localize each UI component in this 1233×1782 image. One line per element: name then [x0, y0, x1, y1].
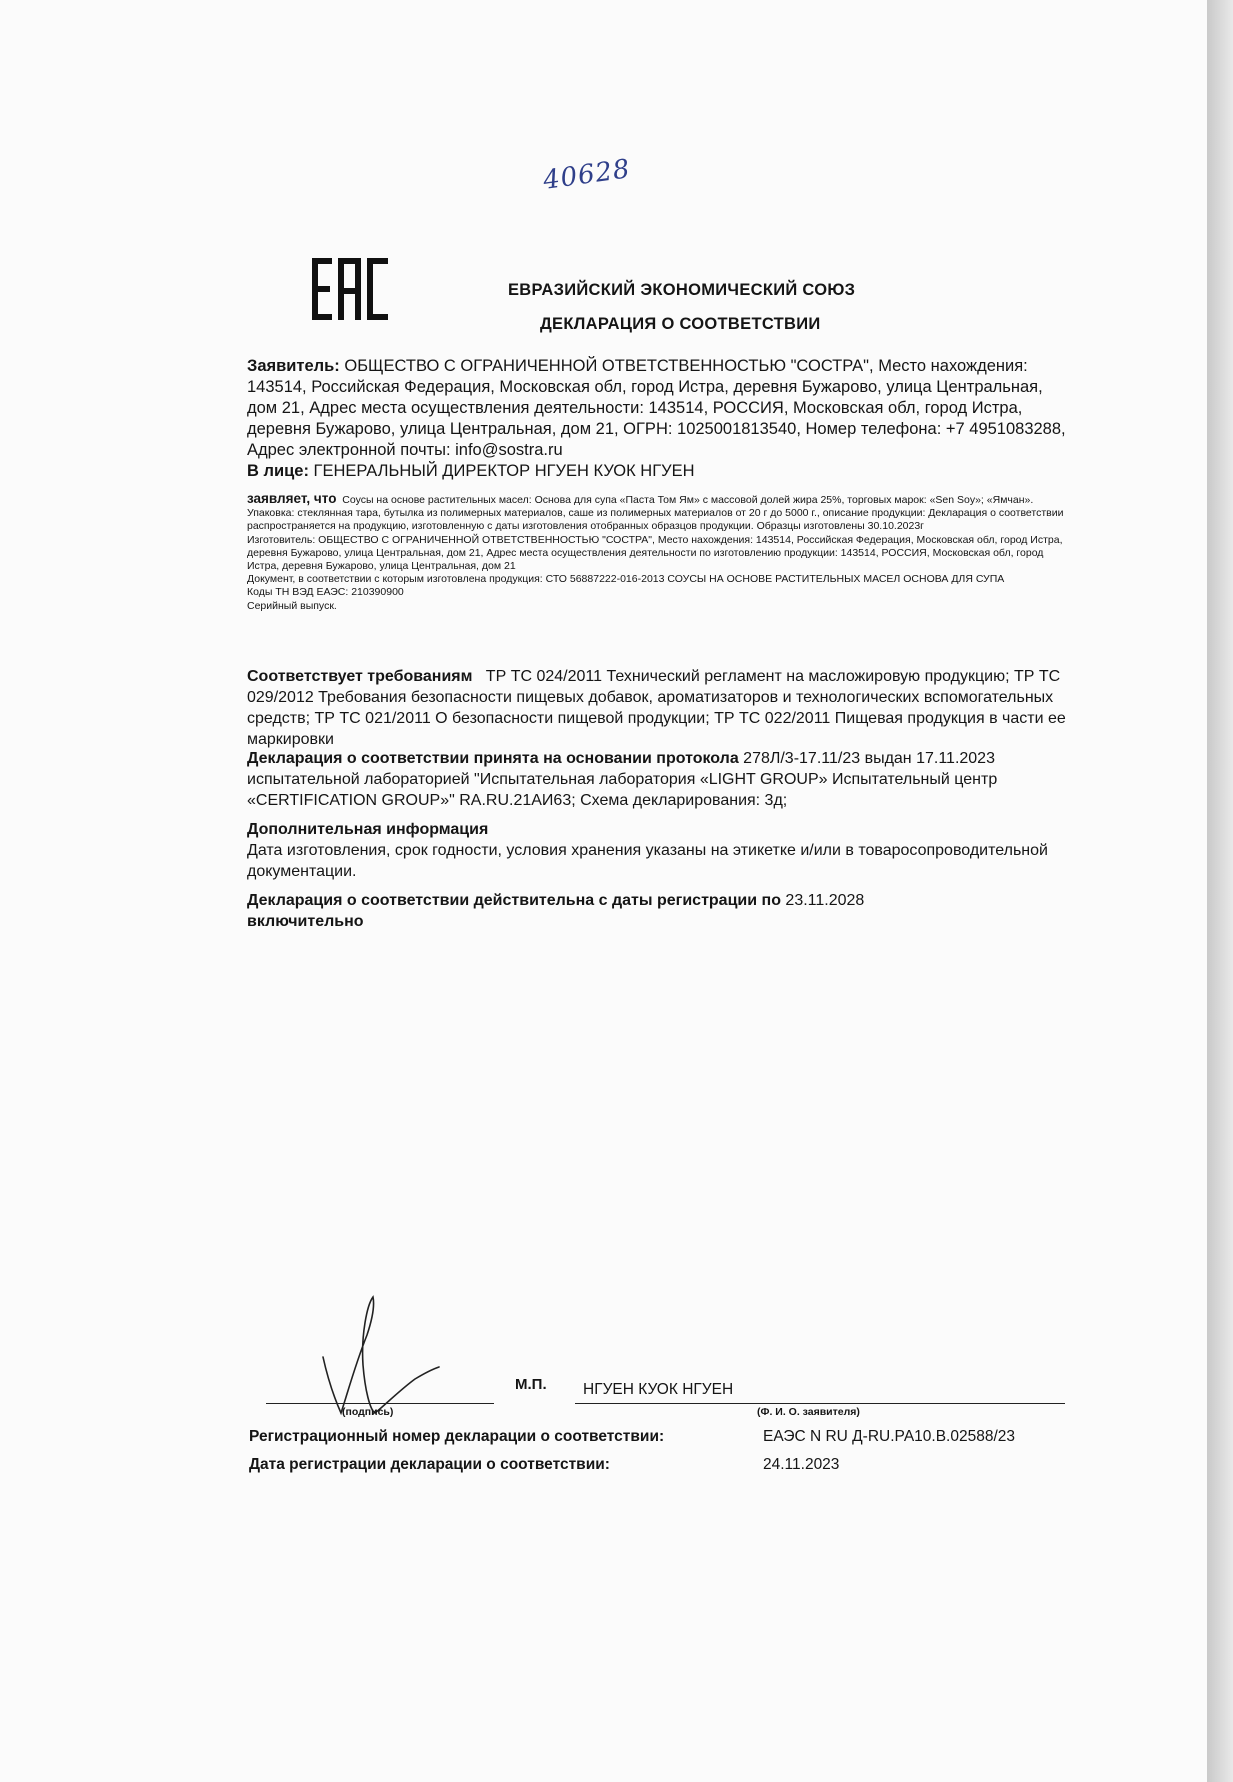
additional-info-section: [247, 819, 1077, 882]
standard-document: Документ, в соответствии с которым изготовлена продукция: СТО 56887222-016-2013 СОУСЫ НА ОСНОВЕ РАСТИТЕЛЬНЫХ МАСЕЛ ОСНОВА ДЛЯ СУПА: [247, 573, 1005, 586]
applicant-text: ОБЩЕСТВО С ОГРАНИЧЕННОЙ ОТВЕТСТВЕННОСТЬЮ "СОСТРА", Место нахождения: 143514, Российская Федерация, Московская обл, город Истра, деревня Бужарово, улица Центральная, дом 21, Адрес места осуществления деятельности: 143514, РОССИЯ, Московская обл, город Истра, деревня Бужарово, улица Центральная, дом 21, ОГРН: 1025001813540, Номер телефона: +7 4951083288, Адрес электронной почты: info@sostra.ru: [247, 357, 1066, 459]
registration-date-value: 24.11.2023: [763, 1456, 840, 1473]
product-description: Соусы на основе растительных масел: Основа для супа «Паста Том Ям» с массовой долей жира 25%, торговых марок: «Sen Soy»; «Ямчан». Упаковка: стеклянная тара, бутылка из полимерных материалов, саше из полимерных материалов от 20 г до 5000 г., описание продукции: Декларация о соответствии распространяется на продукцию, изготовленную с даты изготовления отобранных образцов продукции. Образцы изготовлены 30.10.2023г: [247, 494, 1064, 533]
declares-label: заявляет, что: [247, 491, 337, 506]
handwritten-note: 40628: [541, 154, 633, 196]
validity-label: Декларация о соответствии действительна с даты регистрации по: [247, 892, 781, 909]
requirements-text: ТР ТС 024/2011 Технический регламент на масложировую продукцию; ТР ТС 029/2012 Требования безопасности пищевых добавок, ароматизаторов и технологических вспомогательных средств; ТР ТС 021/2011 О безопасности пищевой продукции; ТР ТС 022/2011 Пищевая продукция в части ее маркировки: [247, 668, 1066, 748]
serial-release: Серийный выпуск.: [247, 599, 337, 612]
product-details: [247, 492, 1077, 613]
requirements-label: Соответствует требованиям: [247, 668, 473, 685]
basis-text: 278Л/3-17.11/23 выдан 17.11.2023 испытательной лабораторией "Испытательная лаборатория «LIGHT GROUP» Испытательный центр «CERTIFICATION GROUP»" RA.RU.21АИ63; Схема декларирования: 3д;: [247, 750, 998, 809]
registration-date-label: Дата регистрации декларации о соответствии:: [249, 1456, 610, 1473]
validity-section: [247, 890, 987, 932]
basis-section: [247, 748, 1077, 811]
validity-date: 23.11.2028: [780, 892, 865, 909]
additional-info-text: Дата изготовления, срок годности, условия хранения указаны на этикетке и/или в товаросопроводительной документации.: [247, 842, 1048, 880]
validity-suffix: включительно: [247, 913, 364, 930]
name-caption: (Ф. И. О. заявителя): [757, 1406, 860, 1418]
basis-label: Декларация о соответствии принята на основании протокола: [247, 750, 739, 767]
person-text: ГЕНЕРАЛЬНЫЙ ДИРЕКТОР НГУЕН КУОК НГУЕН: [308, 462, 695, 480]
eac-logo: [312, 258, 388, 320]
handwritten-signature: [315, 1295, 445, 1420]
manufacturer-info: Изготовитель: ОБЩЕСТВО С ОГРАНИЧЕННОЙ ОТВЕТСТВЕННОСТЬЮ "СОСТРА", Место нахождения: 143514, Российская Федерация, Московская обл, город Истра, деревня Бужарово, улица Центральная, дом 21, Адрес места осуществления деятельности по изготовлению продукции: 143514, РОССИЯ, Московская обл, город Истра, деревня Бужарово, улица Центральная, дом 21: [247, 533, 1063, 573]
customs-codes: Коды ТН ВЭД ЕАЭС: 210390900: [247, 586, 404, 599]
person-label: В лице:: [247, 462, 309, 480]
signer-name: НГУЕН КУОК НГУЕН: [583, 1381, 734, 1398]
declaration-title: ДЕКЛАРАЦИЯ О СООТВЕТСТВИИ: [540, 315, 821, 333]
signature-line: [266, 1403, 494, 1404]
requirements-section: [247, 666, 1077, 750]
stamp-label: М.П.: [515, 1376, 547, 1393]
name-line: [575, 1403, 1065, 1404]
applicant-section: [247, 356, 1067, 482]
applicant-label: Заявитель:: [247, 357, 340, 375]
additional-info-label: Дополнительная информация: [247, 821, 489, 838]
union-heading: ЕВРАЗИЙСКИЙ ЭКОНОМИЧЕСКИЙ СОЮЗ: [508, 281, 856, 299]
registration-number-value: ЕАЭС N RU Д-RU.РА10.В.02588/23: [763, 1428, 1016, 1445]
paper-edge: [1207, 0, 1233, 1782]
registration-number-label: Регистрационный номер декларации о соответствии:: [249, 1428, 665, 1445]
signature-caption: (подпись): [342, 1406, 394, 1418]
